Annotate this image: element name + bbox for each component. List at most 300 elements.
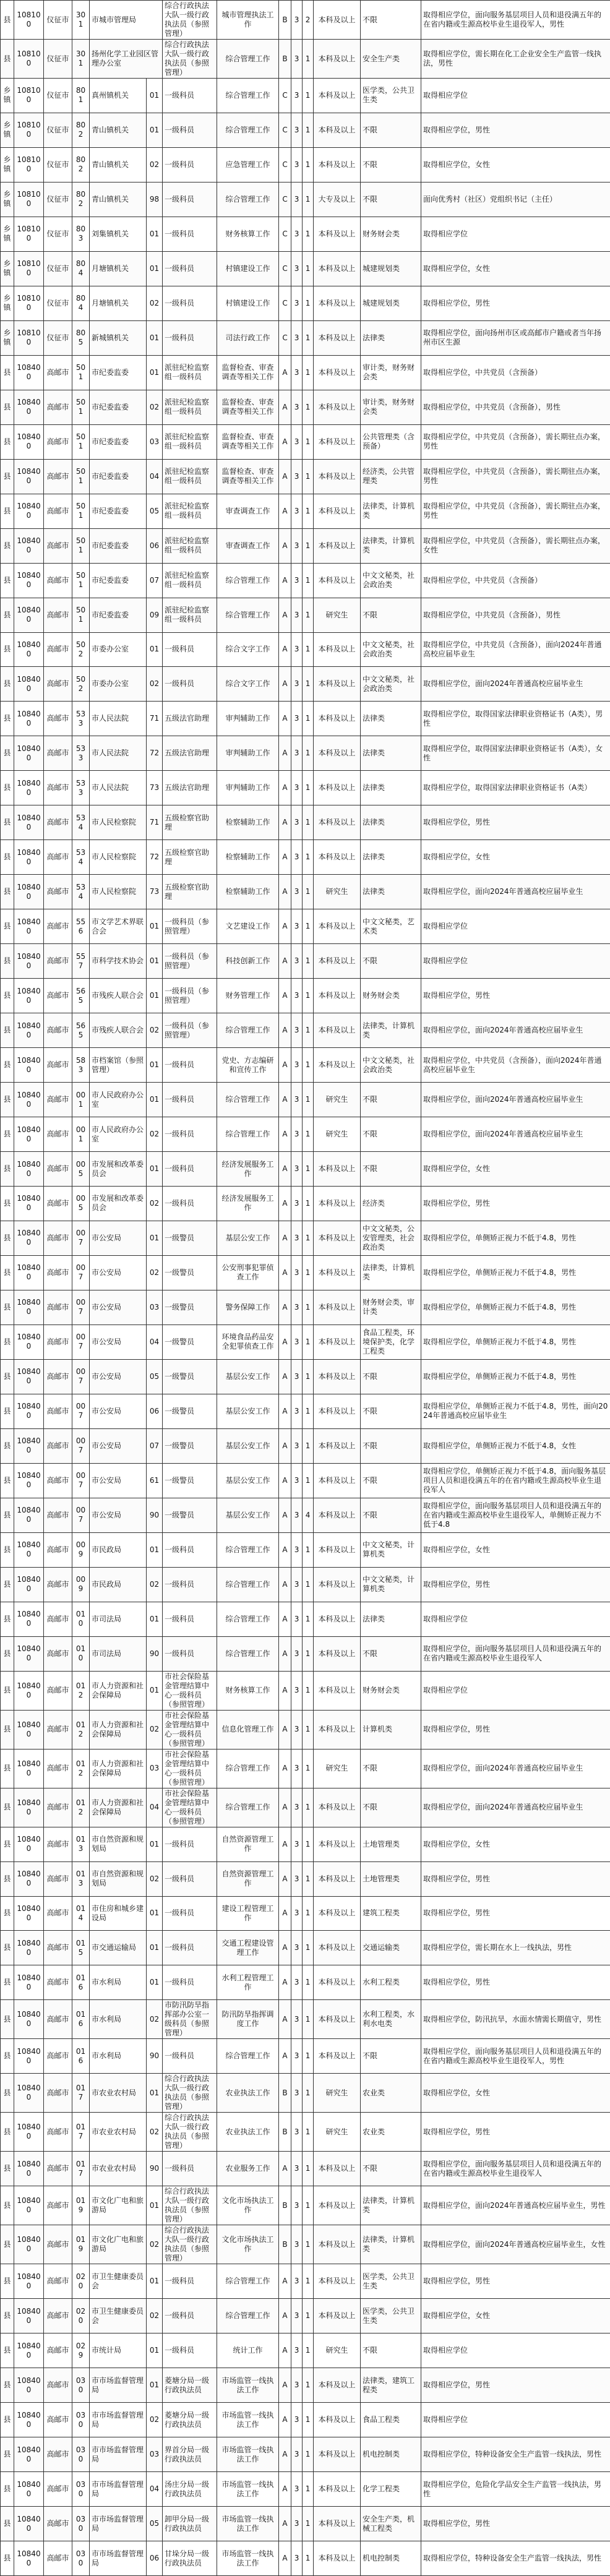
major-cell: 法律类，建筑工程类 xyxy=(361,2368,421,2403)
ratio-cell: 3 xyxy=(291,1428,303,1463)
city-cell: 高邮市 xyxy=(44,598,72,632)
dept-code-cell: 501 xyxy=(72,459,90,494)
other-requirements-cell: 取得相应学位，中共党员（含预备），男性 xyxy=(421,598,610,632)
city-cell: 高邮市 xyxy=(44,1636,72,1671)
city-cell: 高邮市 xyxy=(44,2403,72,2437)
post-name-cell: 派驻纪检监察组一级科员 xyxy=(163,528,217,563)
city-cell: 高邮市 xyxy=(44,875,72,909)
dept-code-cell: 007 xyxy=(72,1255,90,1290)
table-row xyxy=(1,1324,610,1359)
table-row xyxy=(1,286,610,320)
count-cell: 1 xyxy=(303,286,314,320)
level-cell: 县 xyxy=(1,528,14,563)
count-cell: 1 xyxy=(303,1255,314,1290)
level-cell: 县 xyxy=(1,1749,14,1788)
exam-type-cell: A xyxy=(279,2541,291,2576)
table-row xyxy=(1,2074,610,2113)
duty-cell: 市场监管一线执法工作 xyxy=(217,2437,279,2472)
org-code-cell: 108400 xyxy=(14,1827,44,1861)
education-cell: 本科及以上 xyxy=(314,2472,361,2507)
other-requirements-cell: 取得相应学位，取得国家法律职业资格证书（A类） xyxy=(421,771,610,805)
count-cell: 2 xyxy=(303,1,314,40)
duty-cell: 市场监管一线执法工作 xyxy=(217,2368,279,2403)
unit-name-cell: 市纪委监委 xyxy=(90,494,147,528)
post-code-cell: 01 xyxy=(147,113,163,147)
exam-type-cell: C xyxy=(279,251,291,286)
exam-type-cell: B xyxy=(279,1,291,40)
duty-cell: 综合管理工作 xyxy=(217,1636,279,1671)
exam-type-cell: A xyxy=(279,1567,291,1602)
exam-type-cell: A xyxy=(279,1636,291,1671)
org-code-cell: 108100 xyxy=(14,217,44,251)
ratio-cell: 3 xyxy=(291,2225,303,2264)
duty-cell: 自然资源管理工作 xyxy=(217,1861,279,1896)
unit-name-cell: 市文学艺术界联合会 xyxy=(90,909,147,944)
level-cell: 县 xyxy=(1,875,14,909)
duty-cell: 审查调查工作 xyxy=(217,494,279,528)
exam-type-cell: A xyxy=(279,1048,291,1083)
exam-type-cell: A xyxy=(279,2437,291,2472)
city-cell: 高邮市 xyxy=(44,1290,72,1324)
ratio-cell: 3 xyxy=(291,667,303,702)
count-cell: 1 xyxy=(303,771,314,805)
ratio-cell: 3 xyxy=(291,2074,303,2113)
org-code-cell: 108400 xyxy=(14,702,44,736)
post-name-cell: 一级警员 xyxy=(163,1324,217,1359)
post-name-cell: 一级警员 xyxy=(163,1255,217,1290)
exam-type-cell: B xyxy=(279,2186,291,2225)
post-name-cell: 一级科员 xyxy=(163,147,217,182)
org-code-cell: 108400 xyxy=(14,2074,44,2113)
table-row xyxy=(1,182,610,217)
post-code-cell: 06 xyxy=(147,1394,163,1428)
city-cell: 仪征市 xyxy=(44,320,72,355)
education-cell: 本科及以上 xyxy=(314,494,361,528)
major-cell: 中文文秘类，社会政治类 xyxy=(361,563,421,598)
count-cell: 1 xyxy=(303,2225,314,2264)
other-requirements-cell: 取得相应学位，单侧矫正视力不低于4.8，面向服务基层项目人员和退役满五年的在省内籍或生源高校毕业生退役军人 xyxy=(421,1463,610,1498)
exam-type-cell: C xyxy=(279,113,291,147)
org-code-cell: 108400 xyxy=(14,1602,44,1636)
city-cell: 高邮市 xyxy=(44,1048,72,1083)
table-row xyxy=(1,2472,610,2507)
major-cell: 农业类 xyxy=(361,2074,421,2113)
dept-code-cell: 013 xyxy=(72,1827,90,1861)
ratio-cell: 3 xyxy=(291,771,303,805)
other-requirements-cell: 取得相应学位，男性 xyxy=(421,2507,610,2541)
unit-name-cell: 市人民检察院 xyxy=(90,840,147,875)
table-row xyxy=(1,944,610,979)
city-cell: 高邮市 xyxy=(44,1152,72,1187)
count-cell: 1 xyxy=(303,1965,314,2000)
dept-code-cell: 007 xyxy=(72,1394,90,1428)
duty-cell: 财务管理工作 xyxy=(217,979,279,1013)
exam-type-cell: A xyxy=(279,2152,291,2186)
table-row xyxy=(1,2299,610,2333)
org-code-cell: 108400 xyxy=(14,1532,44,1567)
education-cell: 本科及以上 xyxy=(314,1048,361,1083)
unit-name-cell: 市市场监督管理局 xyxy=(90,2368,147,2403)
table-row xyxy=(1,528,610,563)
duty-cell: 防汛防旱指挥调度工作 xyxy=(217,2000,279,2039)
other-requirements-cell: 取得相应学位，面向服务基层项目人员和退役满五年的在省内籍或生源高校毕业生退役军人，男性 xyxy=(421,2039,610,2074)
ratio-cell: 3 xyxy=(291,1671,303,1710)
post-name-cell: 市社会保险基金管理结算中心一级科员（参照管理） xyxy=(163,1710,217,1749)
count-cell: 1 xyxy=(303,840,314,875)
org-code-cell: 108400 xyxy=(14,2000,44,2039)
ratio-cell: 3 xyxy=(291,563,303,598)
table-row xyxy=(1,2039,610,2074)
duty-cell: 综合管理工作 xyxy=(217,1532,279,1567)
unit-name-cell: 市农业农村局 xyxy=(90,2113,147,2152)
exam-type-cell: A xyxy=(279,424,291,459)
exam-type-cell: A xyxy=(279,2000,291,2039)
count-cell: 1 xyxy=(303,79,314,113)
table-row xyxy=(1,2186,610,2225)
duty-cell: 基层公安工作 xyxy=(217,1221,279,1255)
ratio-cell: 3 xyxy=(291,2113,303,2152)
unit-name-cell: 市水利局 xyxy=(90,2039,147,2074)
education-cell: 本科及以上 xyxy=(314,1394,361,1428)
org-code-cell: 108400 xyxy=(14,1048,44,1083)
post-name-cell: 市防汛防旱指挥部办公室一级科员（参照管理） xyxy=(163,2000,217,2039)
post-code-cell: 01 xyxy=(147,1827,163,1861)
ratio-cell: 3 xyxy=(291,2152,303,2186)
count-cell: 1 xyxy=(303,805,314,840)
other-requirements-cell: 取得相应学位 xyxy=(421,79,610,113)
ratio-cell: 3 xyxy=(291,944,303,979)
ratio-cell: 3 xyxy=(291,1,303,40)
other-requirements-cell: 取得相应学位，单侧矫正视力不低于4.8，男性 xyxy=(421,1359,610,1394)
count-cell: 1 xyxy=(303,2437,314,2472)
major-cell: 法律类 xyxy=(361,702,421,736)
post-name-cell: 一级警员 xyxy=(163,1221,217,1255)
duty-cell: 监督检查、审查调查等相关工作 xyxy=(217,459,279,494)
education-cell: 本科及以上 xyxy=(314,1567,361,1602)
education-cell: 本科及以上 xyxy=(314,1187,361,1221)
org-code-cell: 108400 xyxy=(14,2186,44,2225)
unit-name-cell: 青山镇机关 xyxy=(90,113,147,147)
table-row xyxy=(1,1255,610,1290)
exam-type-cell: A xyxy=(279,1394,291,1428)
exam-type-cell: A xyxy=(279,2403,291,2437)
count-cell: 1 xyxy=(303,1048,314,1083)
count-cell: 1 xyxy=(303,1013,314,1048)
other-requirements-cell: 取得相应学位 xyxy=(421,1671,610,1710)
table-row xyxy=(1,1896,610,1931)
duty-cell: 环境食品药品安全犯罪侦查工作 xyxy=(217,1324,279,1359)
count-cell: 1 xyxy=(303,1532,314,1567)
level-cell: 县 xyxy=(1,40,14,79)
table-row xyxy=(1,79,610,113)
unit-name-cell: 市城市管理局 xyxy=(90,1,163,40)
major-cell: 机电控制类 xyxy=(361,2437,421,2472)
table-row xyxy=(1,1152,610,1187)
other-requirements-cell: 取得相应学位，男性 xyxy=(421,2368,610,2403)
other-requirements-cell: 取得相应学位，面向扬州市区或高邮市户籍或者当年扬州市区生源 xyxy=(421,320,610,355)
table-row xyxy=(1,1428,610,1463)
unit-name-cell: 市农业农村局 xyxy=(90,2074,147,2113)
post-code-cell: 01 xyxy=(147,1532,163,1567)
exam-type-cell: A xyxy=(279,355,291,390)
post-name-cell: 市社会保险基金管理结算中心一级科员（参照管理） xyxy=(163,1788,217,1827)
ratio-cell: 3 xyxy=(291,1749,303,1788)
ratio-cell: 3 xyxy=(291,2039,303,2074)
other-requirements-cell: 取得相应学位，女性 xyxy=(421,1532,610,1567)
ratio-cell: 3 xyxy=(291,2403,303,2437)
city-cell: 高邮市 xyxy=(44,944,72,979)
exam-type-cell: A xyxy=(279,528,291,563)
org-code-cell: 108400 xyxy=(14,1498,44,1532)
unit-name-cell: 市公安局 xyxy=(90,1359,147,1394)
unit-name-cell: 市人民政府办公室 xyxy=(90,1117,147,1152)
exam-type-cell: A xyxy=(279,667,291,702)
exam-type-cell: A xyxy=(279,2039,291,2074)
level-cell: 县 xyxy=(1,1359,14,1394)
major-cell: 不限 xyxy=(361,1428,421,1463)
education-cell: 本科及以上 xyxy=(314,2225,361,2264)
unit-name-cell: 市人力资源和社会保障局 xyxy=(90,1710,147,1749)
city-cell: 高邮市 xyxy=(44,805,72,840)
city-cell: 高邮市 xyxy=(44,2264,72,2299)
city-cell: 高邮市 xyxy=(44,2074,72,2113)
unit-name-cell: 市人民政府办公室 xyxy=(90,1083,147,1117)
dept-code-cell: 801 xyxy=(72,79,90,113)
post-code-cell: 01 xyxy=(147,1048,163,1083)
city-cell: 高邮市 xyxy=(44,667,72,702)
education-cell: 本科及以上 xyxy=(314,2437,361,2472)
major-cell: 医学类，公共卫生类 xyxy=(361,79,421,113)
other-requirements-cell: 取得相应学位，男性 xyxy=(421,2113,610,2152)
post-code-cell: 06 xyxy=(147,2541,163,2576)
post-name-cell: 一级科员 xyxy=(163,1931,217,1965)
unit-name-cell: 市自然资源和规划局 xyxy=(90,1827,147,1861)
table-row xyxy=(1,598,610,632)
level-cell: 县 xyxy=(1,1463,14,1498)
dept-code-cell: 501 xyxy=(72,355,90,390)
education-cell: 本科及以上 xyxy=(314,251,361,286)
duty-cell: 综合管理工作 xyxy=(217,113,279,147)
unit-name-cell: 市人力资源和社会保障局 xyxy=(90,1788,147,1827)
table-row xyxy=(1,2264,610,2299)
post-code-cell: 01 xyxy=(147,2368,163,2403)
dept-code-cell: 030 xyxy=(72,2437,90,2472)
org-code-cell: 108400 xyxy=(14,736,44,771)
city-cell: 高邮市 xyxy=(44,1013,72,1048)
org-code-cell: 108100 xyxy=(14,113,44,147)
education-cell: 本科及以上 xyxy=(314,2403,361,2437)
level-cell: 县 xyxy=(1,909,14,944)
post-code-cell: 98 xyxy=(147,182,163,217)
city-cell: 高邮市 xyxy=(44,1532,72,1567)
ratio-cell: 3 xyxy=(291,217,303,251)
post-code-cell: 02 xyxy=(147,147,163,182)
other-requirements-cell: 取得相应学位，男性 xyxy=(421,286,610,320)
education-cell: 本科及以上 xyxy=(314,909,361,944)
unit-name-cell: 市纪委监委 xyxy=(90,355,147,390)
major-cell: 不限 xyxy=(361,1152,421,1187)
post-code-cell: 01 xyxy=(147,1671,163,1710)
duty-cell: 财务核算工作 xyxy=(217,217,279,251)
exam-type-cell: A xyxy=(279,494,291,528)
other-requirements-cell: 取得相应学位 xyxy=(421,2403,610,2437)
post-code-cell: 02 xyxy=(147,2403,163,2437)
education-cell: 本科及以上 xyxy=(314,840,361,875)
level-cell: 县 xyxy=(1,1532,14,1567)
unit-name-cell: 市发展和改革委员会 xyxy=(90,1152,147,1187)
count-cell: 1 xyxy=(303,1463,314,1498)
dept-code-cell: 501 xyxy=(72,598,90,632)
table-row xyxy=(1,2403,610,2437)
table-row xyxy=(1,909,610,944)
post-code-cell: 02 xyxy=(147,2000,163,2039)
unit-name-cell: 市卫生健康委员会 xyxy=(90,2299,147,2333)
city-cell: 高邮市 xyxy=(44,1187,72,1221)
education-cell: 本科及以上 xyxy=(314,1827,361,1861)
dept-code-cell: 012 xyxy=(72,1788,90,1827)
city-cell: 高邮市 xyxy=(44,2368,72,2403)
level-cell: 县 xyxy=(1,1710,14,1749)
count-cell: 1 xyxy=(303,1567,314,1602)
post-name-cell: 五级法官助理 xyxy=(163,702,217,736)
dept-code-cell: 030 xyxy=(72,2403,90,2437)
level-cell: 县 xyxy=(1,736,14,771)
duty-cell: 村镇建设工作 xyxy=(217,251,279,286)
duty-cell: 综合文字工作 xyxy=(217,667,279,702)
other-requirements-cell: 取得相应学位，面向服务基层项目人员和退役满五年的在省内籍或生源高校毕业生退役军人，男性 xyxy=(421,1,610,40)
major-cell: 法律类，计算机类 xyxy=(361,528,421,563)
unit-name-cell: 新城镇机关 xyxy=(90,320,147,355)
duty-cell: 监督检查、审查调查等相关工作 xyxy=(217,355,279,390)
unit-name-cell: 青山镇机关 xyxy=(90,182,147,217)
city-cell: 高邮市 xyxy=(44,2299,72,2333)
city-cell: 高邮市 xyxy=(44,2152,72,2186)
major-cell: 食品工程类 xyxy=(361,2403,421,2437)
education-cell: 本科及以上 xyxy=(314,1221,361,1255)
post-name-cell: 一级科员 xyxy=(163,2264,217,2299)
dept-code-cell: 017 xyxy=(72,2074,90,2113)
dept-code-cell: 556 xyxy=(72,909,90,944)
ratio-cell: 3 xyxy=(291,1117,303,1152)
post-code-cell: 02 xyxy=(147,286,163,320)
level-cell: 县 xyxy=(1,840,14,875)
other-requirements-cell: 取得相应学位，面向服务基层项目人员和退役满五年的在省内籍或生源高校毕业生退役军人，单侧矫正视力不低于4.8 xyxy=(421,1498,610,1532)
unit-name-cell: 市市场监督管理局 xyxy=(90,2403,147,2437)
duty-cell: 交通工程建设管理工作 xyxy=(217,1931,279,1965)
org-code-cell: 108400 xyxy=(14,1013,44,1048)
post-code-cell: 90 xyxy=(147,2152,163,2186)
major-cell: 不限 xyxy=(361,2333,421,2368)
other-requirements-cell: 取得相应学位，需长期在水上一线执法，男性 xyxy=(421,1931,610,1965)
duty-cell: 基层公安工作 xyxy=(217,1359,279,1394)
level-cell: 乡镇 xyxy=(1,320,14,355)
ratio-cell: 3 xyxy=(291,909,303,944)
duty-cell: 自然资源管理工作 xyxy=(217,1827,279,1861)
count-cell: 1 xyxy=(303,1671,314,1710)
major-cell: 不限 xyxy=(361,182,421,217)
education-cell: 本科及以上 xyxy=(314,979,361,1013)
unit-name-cell: 市市场监督管理局 xyxy=(90,2437,147,2472)
ratio-cell: 3 xyxy=(291,494,303,528)
unit-name-cell: 月塘镇机关 xyxy=(90,286,147,320)
post-code-cell: 01 xyxy=(147,79,163,113)
unit-name-cell: 市市场监督管理局 xyxy=(90,2472,147,2507)
table-row xyxy=(1,2225,610,2264)
education-cell: 大专及以上 xyxy=(314,182,361,217)
level-cell: 县 xyxy=(1,494,14,528)
other-requirements-cell: 取得相应学位，中共党员（含预备），需长期驻点办案，女性 xyxy=(421,528,610,563)
level-cell: 县 xyxy=(1,1861,14,1896)
other-requirements-cell: 取得相应学位，面向服务基层项目人员和退役满五年的在省内籍或生源高校毕业生退役军人 xyxy=(421,2152,610,2186)
org-code-cell: 108100 xyxy=(14,1,44,40)
org-code-cell: 108400 xyxy=(14,459,44,494)
city-cell: 高邮市 xyxy=(44,563,72,598)
education-cell: 研究生 xyxy=(314,875,361,909)
major-cell: 机电控制类 xyxy=(361,2541,421,2576)
duty-cell: 检察辅助工作 xyxy=(217,875,279,909)
post-code-cell: 01 xyxy=(147,979,163,1013)
dept-code-cell: 804 xyxy=(72,251,90,286)
post-code-cell: 02 xyxy=(147,1187,163,1221)
city-cell: 仪征市 xyxy=(44,182,72,217)
post-code-cell: 01 xyxy=(147,320,163,355)
table-row xyxy=(1,1532,610,1567)
education-cell: 本科及以上 xyxy=(314,1861,361,1896)
table-row xyxy=(1,1221,610,1255)
table-row xyxy=(1,1861,610,1896)
other-requirements-cell: 取得相应学位，女性 xyxy=(421,840,610,875)
table-row xyxy=(1,702,610,736)
org-code-cell: 108400 xyxy=(14,667,44,702)
exam-type-cell: A xyxy=(279,459,291,494)
city-cell: 高邮市 xyxy=(44,1896,72,1931)
table-row xyxy=(1,667,610,702)
level-cell: 县 xyxy=(1,702,14,736)
ratio-cell: 3 xyxy=(291,390,303,424)
post-name-cell: 一级科员 xyxy=(163,1152,217,1187)
level-cell: 县 xyxy=(1,2113,14,2152)
ratio-cell: 3 xyxy=(291,251,303,286)
city-cell: 高邮市 xyxy=(44,1602,72,1636)
unit-name-cell: 市人力资源和社会保障局 xyxy=(90,1749,147,1788)
other-requirements-cell: 取得相应学位，男性 xyxy=(421,2264,610,2299)
city-cell: 高邮市 xyxy=(44,1567,72,1602)
duty-cell: 统计工作 xyxy=(217,2333,279,2368)
post-name-cell: 一级科员（参照管理） xyxy=(163,944,217,979)
dept-code-cell: 533 xyxy=(72,736,90,771)
org-code-cell: 108400 xyxy=(14,1359,44,1394)
level-cell: 乡镇 xyxy=(1,147,14,182)
other-requirements-cell: 取得相应学位，特种设备安全生产监管一线执法，男性 xyxy=(421,2541,610,2576)
post-name-cell: 菱塘分局一级行政执法员 xyxy=(163,2368,217,2403)
duty-cell: 综合管理工作 xyxy=(217,2264,279,2299)
level-cell: 县 xyxy=(1,459,14,494)
exam-type-cell: A xyxy=(279,944,291,979)
level-cell: 县 xyxy=(1,1567,14,1602)
table-row xyxy=(1,632,610,667)
count-cell: 1 xyxy=(303,320,314,355)
level-cell: 县 xyxy=(1,2299,14,2333)
level-cell: 县 xyxy=(1,1187,14,1221)
count-cell: 1 xyxy=(303,217,314,251)
other-requirements-cell: 面向优秀村（社区）党组织书记（主任） xyxy=(421,182,610,217)
post-name-cell: 派驻纪检监察组一级科员 xyxy=(163,563,217,598)
unit-name-cell: 市文化广电和旅游局 xyxy=(90,2186,147,2225)
org-code-cell: 108400 xyxy=(14,1221,44,1255)
city-cell: 高邮市 xyxy=(44,1965,72,2000)
post-code-cell: 01 xyxy=(147,1965,163,2000)
org-code-cell: 108100 xyxy=(14,40,44,79)
